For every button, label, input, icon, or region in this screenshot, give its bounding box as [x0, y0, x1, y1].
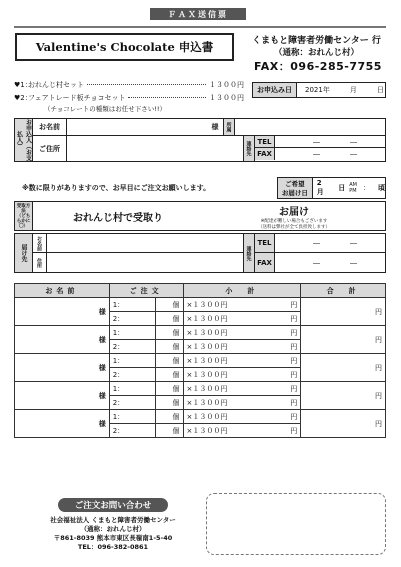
delivery-note1: ※配達が難しい場合もございます [260, 218, 328, 224]
order-unit-cell [155, 382, 183, 396]
pickup-option[interactable]: おれんじ村で受取り [73, 212, 163, 224]
fax-number: FAX：096-285-7755 [254, 60, 382, 73]
destination-fax-dash2: ― [350, 258, 357, 267]
destination-contact-area [255, 234, 385, 272]
order-unit: 個 [172, 384, 180, 393]
order-qty-cell[interactable] [109, 354, 155, 368]
order-no: 2： [112, 398, 125, 407]
center-name: くまもと障害者労働センター 行 [252, 36, 381, 46]
order-name-cell[interactable] [15, 410, 110, 438]
order-total-yen: 円 [375, 363, 382, 372]
order-row-line1 [15, 382, 386, 396]
apply-date-year[interactable]: 2021年 [305, 86, 330, 94]
wish-date-month[interactable]: 2月 [316, 179, 324, 196]
order-unit-cell [155, 312, 183, 326]
order-name-cell[interactable] [15, 298, 110, 326]
order-price: ×１３００円 [186, 314, 228, 323]
notice-text: ※数に限りがありますので、お早目にご注文お願いします。 [22, 184, 211, 192]
order-price: ×１３００円 [186, 328, 228, 337]
order-yen: 円 [290, 384, 298, 393]
order-total-cell[interactable] [301, 298, 386, 326]
order-name-cell[interactable] [15, 382, 110, 410]
delivery-option[interactable] [203, 202, 385, 230]
order-subtotal-cell[interactable] [183, 354, 301, 368]
order-unit: 個 [172, 370, 180, 379]
applicant-fax-dash1: ― [313, 150, 320, 158]
destination-tel-label: TEL [255, 234, 275, 252]
receive-method-box [14, 201, 386, 231]
order-no: 1： [112, 300, 125, 309]
footer-address: 〒861-8039 熊本市東区長嶺南1-5-40 [53, 534, 173, 542]
order-unit-cell [155, 326, 183, 340]
footer-tel: TEL：096-382-0861 [77, 543, 149, 551]
order-row-line1 [15, 298, 386, 312]
order-subtotal-cell[interactable] [183, 410, 301, 424]
product-price: １３００円 [209, 81, 244, 89]
order-row-line1 [15, 410, 386, 424]
order-subtotal-cell[interactable] [183, 396, 301, 410]
footer-alias: （通称：おれんじ村） [80, 525, 146, 533]
destination-contact-label: 連絡先 [243, 234, 255, 272]
order-sama: 様 [98, 419, 106, 428]
applicant-fax-row[interactable] [255, 148, 385, 160]
order-no: 2： [112, 342, 125, 351]
order-total-cell[interactable] [301, 326, 386, 354]
footer-org: 社会福祉法人 くまもと障害者労働センター [50, 516, 176, 524]
order-price: ×１３００円 [186, 342, 228, 351]
delivery-label: お届け [279, 206, 309, 218]
order-unit: 個 [172, 398, 180, 407]
applicant-fax-label: FAX [255, 148, 275, 160]
applicant-address-row [33, 136, 385, 161]
order-name-cell[interactable] [15, 326, 110, 354]
center-alias: （通称：おれんじ村） [273, 48, 359, 58]
order-qty-cell[interactable] [109, 368, 155, 382]
destination-tel-dash1: ― [313, 239, 320, 247]
product-price: １３００円 [209, 94, 244, 102]
destination-fax-dash1: ― [313, 258, 320, 267]
order-name-cell[interactable] [15, 354, 110, 382]
order-no: 2： [112, 370, 125, 379]
header-name: お名前 [15, 284, 110, 298]
apply-date-month[interactable]: 月 [349, 86, 357, 94]
order-yen: 円 [290, 314, 298, 323]
order-unit: 個 [172, 314, 180, 323]
order-total-yen: 円 [375, 419, 382, 428]
product-item-2 [14, 93, 244, 103]
order-row-line1 [15, 354, 386, 368]
destination-tel-row[interactable] [255, 234, 385, 253]
order-sama: 様 [98, 307, 106, 316]
applicant-block [14, 118, 386, 162]
applicant-address-label: ご住所 [33, 136, 67, 161]
order-unit: 個 [172, 342, 180, 351]
destination-fax-label: FAX [255, 253, 275, 272]
destination-name-label: お名前 [33, 234, 47, 252]
destination-tel-dash2: ― [350, 239, 357, 247]
applicant-tel-label: TEL [255, 136, 275, 147]
destination-block [14, 233, 386, 273]
product-no: ♥1： [14, 81, 32, 89]
order-qty-cell[interactable] [109, 382, 155, 396]
wish-date-colon: ： [363, 184, 370, 192]
order-unit-cell [155, 396, 183, 410]
order-yen: 円 [290, 370, 298, 379]
order-qty-cell[interactable] [109, 326, 155, 340]
order-subtotal-cell[interactable] [183, 312, 301, 326]
order-yen: 円 [290, 328, 298, 337]
wish-date-label [278, 178, 313, 198]
order-table-header [15, 284, 386, 298]
order-unit: 個 [172, 412, 180, 421]
order-no: 1： [112, 384, 125, 393]
order-sama: 様 [98, 363, 106, 372]
receive-side-label2: （どちらかに〇） [16, 213, 31, 229]
page-title: Valentine's Chocolate 申込書 [15, 33, 234, 61]
order-no: 1： [112, 328, 125, 337]
order-yen: 円 [290, 356, 298, 365]
order-no: 2： [112, 426, 125, 435]
order-unit: 個 [172, 356, 180, 365]
product-name: おれんじ村セット [28, 81, 84, 89]
order-price: ×１３００円 [186, 356, 228, 365]
order-yen: 円 [290, 300, 298, 309]
order-qty-cell[interactable] [109, 340, 155, 354]
apply-date-label: お申込み日 [253, 83, 297, 97]
applicant-tel-row[interactable] [255, 136, 385, 148]
order-qty-cell[interactable] [109, 424, 155, 438]
applicant-name-field[interactable] [67, 119, 207, 135]
applicant-contact-area [255, 136, 385, 161]
order-total-yen: 円 [375, 307, 382, 316]
order-qty-cell[interactable] [109, 298, 155, 312]
applicant-belong-field[interactable] [235, 119, 385, 135]
receive-side-label1: 受取方法 [16, 203, 31, 214]
applicant-name-label: お名前 [33, 119, 67, 135]
product-no: ♥2： [14, 94, 32, 102]
order-subtotal-cell[interactable] [183, 340, 301, 354]
order-sama: 様 [98, 391, 106, 400]
order-no: 2： [112, 314, 125, 323]
fax-header-bar: ＦＡＸ送信票 [150, 8, 246, 20]
destination-address-field[interactable] [47, 253, 243, 272]
order-qty-cell[interactable] [109, 396, 155, 410]
wish-date-label1: ご希望 [285, 180, 305, 188]
applicant-tel-dash1: ― [313, 137, 320, 146]
order-total-yen: 円 [375, 391, 382, 400]
delivery-note2: （送料は弊社が全て負担致します） [258, 224, 330, 230]
order-yen: 円 [290, 398, 298, 407]
destination-address-row [33, 253, 243, 272]
order-subtotal-cell[interactable] [183, 298, 301, 312]
products-note: （チョコレートの種類はお任せ下さい!!） [44, 105, 167, 113]
header-rule [14, 26, 386, 28]
order-price: ×１３００円 [186, 412, 228, 421]
order-unit: 個 [172, 328, 180, 337]
order-sama: 様 [98, 335, 106, 344]
receive-side-label [15, 202, 33, 230]
order-subtotal-cell[interactable] [183, 326, 301, 340]
order-yen: 円 [290, 412, 298, 421]
apply-date-day[interactable]: 日 [376, 86, 384, 94]
order-subtotal-cell[interactable] [183, 368, 301, 382]
order-yen: 円 [290, 426, 298, 435]
order-unit: 個 [172, 300, 180, 309]
order-no: 1： [112, 356, 125, 365]
order-total-cell[interactable] [301, 382, 386, 410]
order-price: ×１３００円 [186, 398, 228, 407]
destination-side-label: 届け先 [15, 234, 33, 272]
product-leader [87, 84, 206, 85]
order-unit-cell [155, 340, 183, 354]
wish-date-pm: PM [349, 188, 357, 194]
order-price: ×１３００円 [186, 426, 228, 435]
order-unit: 個 [172, 426, 180, 435]
apply-date-box [252, 82, 386, 98]
wish-date-am: AM [349, 182, 357, 188]
wish-date-day[interactable]: 日 [338, 184, 346, 192]
order-unit-cell [155, 424, 183, 438]
order-table [14, 283, 386, 438]
wish-date-ampm[interactable] [349, 182, 357, 194]
destination-name-row [33, 234, 243, 253]
applicant-address-field[interactable] [67, 136, 243, 161]
order-qty-cell[interactable] [109, 312, 155, 326]
order-total-cell[interactable] [301, 354, 386, 382]
order-row-line1 [15, 326, 386, 340]
order-no: 1： [112, 412, 125, 421]
order-unit-cell [155, 410, 183, 424]
order-unit-cell [155, 368, 183, 382]
destination-name-field[interactable] [47, 234, 243, 252]
order-subtotal-cell[interactable] [183, 424, 301, 438]
applicant-belong-label: 所属 [223, 119, 235, 135]
wish-date-label2: お届け日 [281, 189, 308, 197]
applicant-fax-dash2: ― [350, 150, 357, 158]
order-total-cell[interactable] [301, 410, 386, 438]
order-unit-cell [155, 354, 183, 368]
order-qty-cell[interactable] [109, 410, 155, 424]
order-subtotal-cell[interactable] [183, 382, 301, 396]
applicant-tel-dash2: ― [350, 137, 357, 146]
header-subtotal: 小 計 [183, 284, 301, 298]
product-leader [128, 97, 206, 98]
order-price: ×１３００円 [186, 300, 228, 309]
memo-box[interactable] [206, 493, 386, 555]
order-unit-cell [155, 298, 183, 312]
applicant-sama: 様 [211, 123, 219, 131]
product-item-1 [14, 80, 244, 90]
contact-title: ご注文お問い合わせ [58, 498, 168, 512]
order-total-yen: 円 [375, 335, 382, 344]
header-order: ご注文 [109, 284, 183, 298]
wish-date-approx: 頃 [378, 184, 385, 192]
applicant-contact-label: 連絡先 [243, 136, 255, 161]
product-name: フェアトレード板チョコセット [28, 94, 126, 102]
applicant-side-label: お申込人（お支払人） [15, 119, 32, 161]
order-price: ×１３００円 [186, 384, 228, 393]
destination-fax-row[interactable] [255, 253, 385, 272]
order-price: ×１３００円 [186, 370, 228, 379]
header-total: 合 計 [301, 284, 386, 298]
destination-address-label: 住所 [33, 253, 47, 272]
applicant-name-row [33, 119, 385, 136]
wish-date-box [277, 177, 386, 199]
order-yen: 円 [290, 342, 298, 351]
